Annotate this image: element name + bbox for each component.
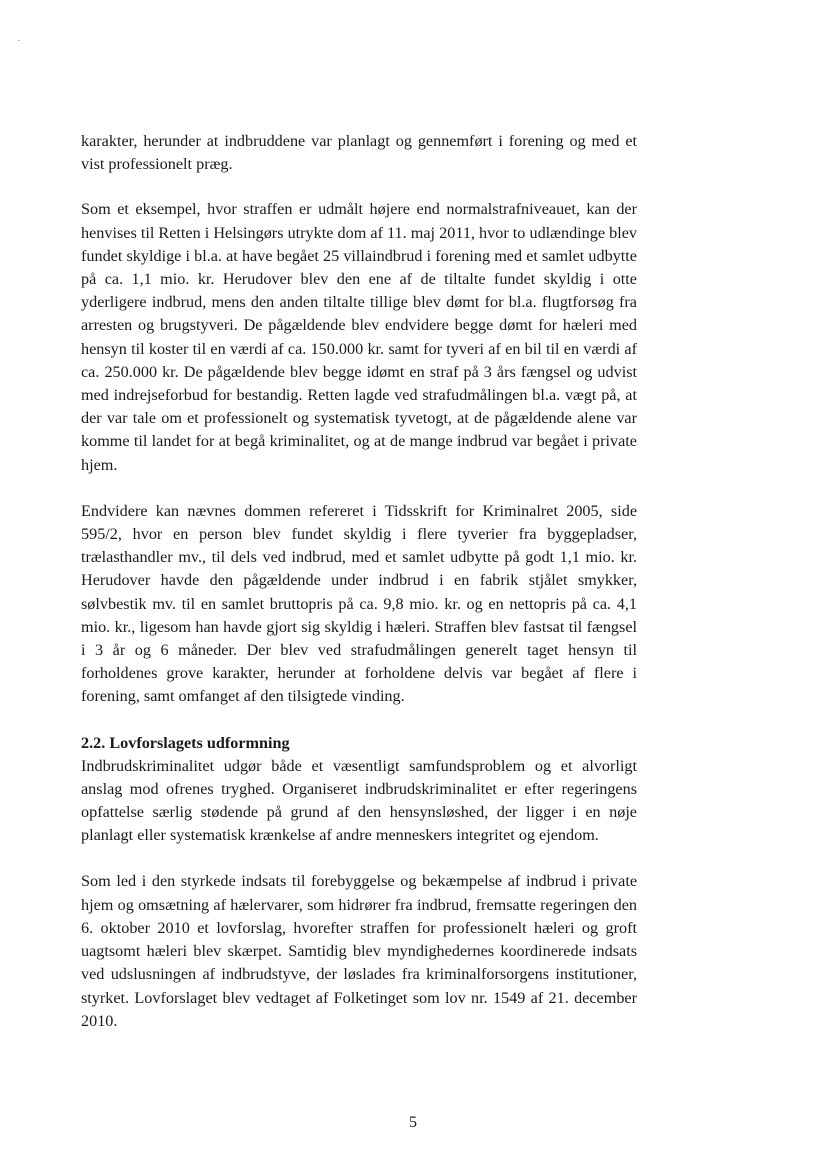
paragraph-tidsskrift-case: Endvidere kan nævnes dommen refereret i Tidsskrift for Kriminalret 2005, side 595/2, hvor en person blev fundet skyldig i flere tyverier fra byggepladser, trælasthandler mv., til dels ved indbrud, med et samlet udbytte på godt 1,1 mio. kr. Herudover havde den pågældende under indbrud i en fabrik stjålet smykker, sølvbestik mv. til en samlet bruttopris på ca. 9,8 mio. kr. og en nettopris på ca. 4,1 mio. kr., ligesom han havde gjort sig skyldig i hæleri. Straffen blev fastsat til fængsel i 3 år og 6 måneder. Der blev ved strafudmålingen generelt taget hensyn til forholdenes grove karakter, herunder at forholdene delvis var begået af flere i forening, samt omfanget af den tilsigtede vinding. [81, 501, 637, 706]
paragraph-helsingor-case: Som et eksempel, hvor straffen er udmålt højere end normalstrafniveauet, kan der henvises til Retten i Helsingørs utrykte dom af 11. maj 2011, hvor to udlændinge blev fundet skyldige i bl.a. at have begået 25 villaindbrud i forening med et samlet udbytte på ca. 1,1 mio. kr. Herudover blev den ene af de tiltalte fundet skyldig i otte yderligere indbrud, mens den anden tiltalte tillige blev dømt for bl.a. flugtforsøg fra arresten og brugstyveri. De pågældende blev endvidere begge dømt for hæleri med hensyn til koster til en værdi af ca. 150.000 kr. samt for tyveri af en bil til en værdi af ca. 250.000 kr. De pågældende blev begge idømt en straf på 3 års fængsel og udvist med indrejseforbud for bestandig. Retten lagde ved strafudmålingen bl.a. vægt på, at der var tale om et professionelt og systematisk tyvetogt, at de pågældende alene var komme til landet for at begå kriminalitet, og at de mange indbrud var begået i private hjem. [81, 200, 637, 474]
section-heading: 2.2. Lovforslagets udformning [81, 733, 290, 752]
body-text [81, 130, 637, 1033]
paragraph-indbrudskriminalitet: Indbrudskriminalitet udgør både et væsentligt samfundsproblem og et alvorligt anslag mod ofrenes tryghed. Organiseret indbrudskriminalitet er efter regeringens opfattelse særlig stødende på grund af den hensynsløshed, der ligger i en nøje planlagt eller systematisk krænkelse af andre menneskers integritet og ejendom. [81, 756, 637, 845]
scan-speck [18, 40, 20, 41]
paragraph-continuation: karakter, herunder at indbruddene var planlagt og gennemført i forening og med et vist professionelt præg. [81, 132, 637, 174]
paragraph-lovforslag: Som led i den styrkede indsats til forebyggelse og bekæmpelse af indbrud i private hjem og omsætning af hælervarer, som hidrører fra indbrud, fremsatte regeringen den 6. oktober 2010 et lovforslag, hvorefter straffen for professionelt hæleri og groft uagtsomt hæleri blev skærpet. Samtidig blev myndighedernes koordinerede indsats ved udslusningen af indbrudstyve, der løslades fra kriminalforsorgens institutioner, styrket. Lovforslaget blev vedtaget af Folketinget som lov nr. 1549 af 21. december 2010. [81, 872, 637, 1030]
page-number: 5 [409, 1114, 417, 1131]
